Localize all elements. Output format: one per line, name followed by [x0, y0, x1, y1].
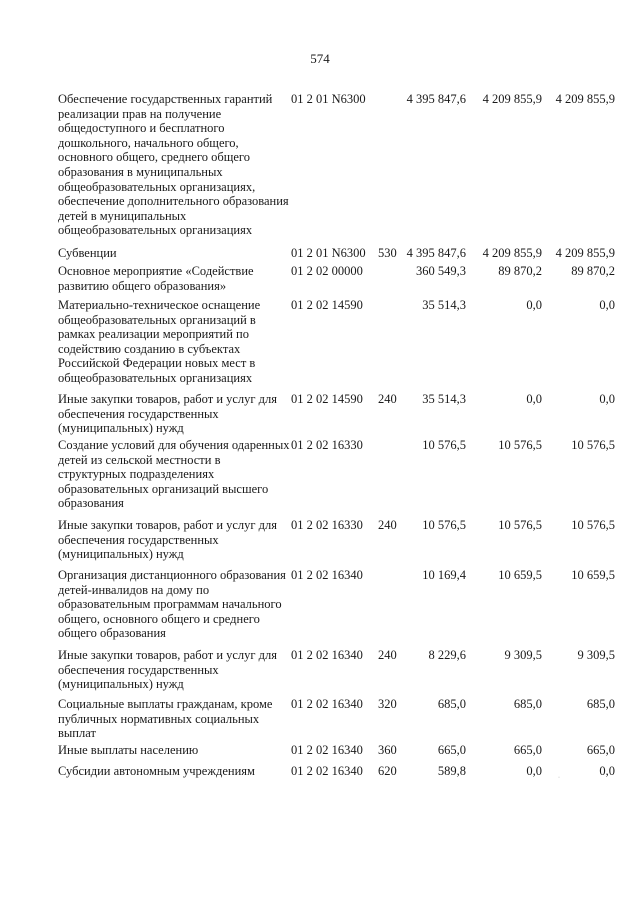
row-value-2: 0,0: [526, 298, 542, 312]
row-code: 01 2 01 N6300: [291, 246, 366, 260]
row-expense-type: 620: [378, 764, 397, 778]
row-value-3: 4 209 855,9: [555, 92, 615, 106]
row-description: Социальные выплаты гражданам, кроме публичных нормативных социальных выплат: [58, 697, 273, 741]
row-description: Субсидии автономным учреждениям: [58, 764, 255, 778]
row-description: Создание условий для обучения одаренных детей из сельской местности в структурных подразделениях образовательных организаций высшего образования: [58, 438, 290, 511]
row-value-3: 665,0: [586, 743, 615, 757]
row-code: 01 2 02 16340: [291, 764, 363, 778]
row-value-1: 4 395 847,6: [406, 246, 466, 260]
row-value-2: 0,0: [526, 764, 542, 778]
row-expense-type: 240: [378, 518, 397, 532]
row-code: 01 2 02 14590: [291, 298, 363, 312]
row-description: Обеспечение государственных гарантий реализации прав на получение общедоступного и бесплатного дошкольного, начального общего, основного общего, среднего общего образования в муниципальных общеобразовательных организациях, обеспечение дополнительного образования детей в муниципальных общеобразовательных организациях: [58, 92, 289, 238]
row-description: Иные закупки товаров, работ и услуг для обеспечения государственных (муниципальных) нужд: [58, 518, 278, 562]
row-value-1: 10 576,5: [422, 438, 466, 452]
row-expense-type: 530: [378, 246, 397, 260]
row-expense-type: 240: [378, 392, 397, 406]
row-value-2: 9 309,5: [504, 648, 542, 662]
row-value-2: 10 659,5: [498, 568, 542, 582]
row-value-2: 10 576,5: [498, 518, 542, 532]
row-value-1: 35 514,3: [422, 298, 466, 312]
row-value-1: 589,8: [437, 764, 466, 778]
row-value-1: 665,0: [437, 743, 466, 757]
row-code: 01 2 02 00000: [291, 264, 363, 278]
row-value-1: 10 169,4: [422, 568, 466, 582]
row-description: Иные закупки товаров, работ и услуг для обеспечения государственных (муниципальных) нужд: [58, 392, 278, 436]
row-description: Материально-техническое оснащение общеобразовательных организаций в рамках реализации мероприятий по содействию созданию в субъектах Российской Федерации новых мест в общеобразовательных организациях: [58, 298, 261, 385]
row-value-2: 10 576,5: [498, 438, 542, 452]
row-description: Иные выплаты населению: [58, 743, 199, 757]
page-number: 574: [310, 51, 330, 66]
row-value-2: 665,0: [513, 743, 542, 757]
row-value-3: 10 576,5: [571, 518, 615, 532]
scan-speck: ·: [558, 775, 560, 781]
row-value-2: 4 209 855,9: [482, 92, 542, 106]
row-code: 01 2 02 16330: [291, 438, 363, 452]
row-value-1: 8 229,6: [428, 648, 466, 662]
row-expense-type: 360: [378, 743, 397, 757]
row-code: 01 2 02 14590: [291, 392, 363, 406]
row-description: Иные закупки товаров, работ и услуг для обеспечения государственных (муниципальных) нужд: [58, 648, 278, 692]
row-value-3: 4 209 855,9: [555, 246, 615, 260]
row-value-2: 0,0: [526, 392, 542, 406]
row-value-2: 89 870,2: [498, 264, 542, 278]
row-value-2: 685,0: [513, 697, 542, 711]
row-value-1: 685,0: [437, 697, 466, 711]
row-code: 01 2 02 16340: [291, 648, 363, 662]
row-value-1: 10 576,5: [422, 518, 466, 532]
row-value-3: 9 309,5: [577, 648, 615, 662]
row-code: 01 2 02 16340: [291, 743, 363, 757]
row-value-3: 89 870,2: [571, 264, 615, 278]
row-value-3: 0,0: [599, 764, 615, 778]
row-description: Организация дистанционного образования детей-инвалидов на дому по образовательным программам начального общего, основного общего и среднего общего образования: [58, 568, 286, 641]
row-value-3: 685,0: [586, 697, 615, 711]
row-code: 01 2 02 16330: [291, 518, 363, 532]
row-value-1: 4 395 847,6: [406, 92, 466, 106]
row-expense-type: 320: [378, 697, 397, 711]
row-value-3: 0,0: [599, 392, 615, 406]
row-description: Основное мероприятие «Содействие развитию общего образования»: [58, 264, 254, 293]
row-code: 01 2 02 16340: [291, 697, 363, 711]
row-description: Субвенции: [58, 246, 117, 260]
row-expense-type: 240: [378, 648, 397, 662]
row-value-3: 10 659,5: [571, 568, 615, 582]
row-code: 01 2 01 N6300: [291, 92, 366, 106]
row-value-3: 10 576,5: [571, 438, 615, 452]
row-value-1: 35 514,3: [422, 392, 466, 406]
row-code: 01 2 02 16340: [291, 568, 363, 582]
row-value-3: 0,0: [599, 298, 615, 312]
row-value-2: 4 209 855,9: [482, 246, 542, 260]
row-value-1: 360 549,3: [416, 264, 466, 278]
